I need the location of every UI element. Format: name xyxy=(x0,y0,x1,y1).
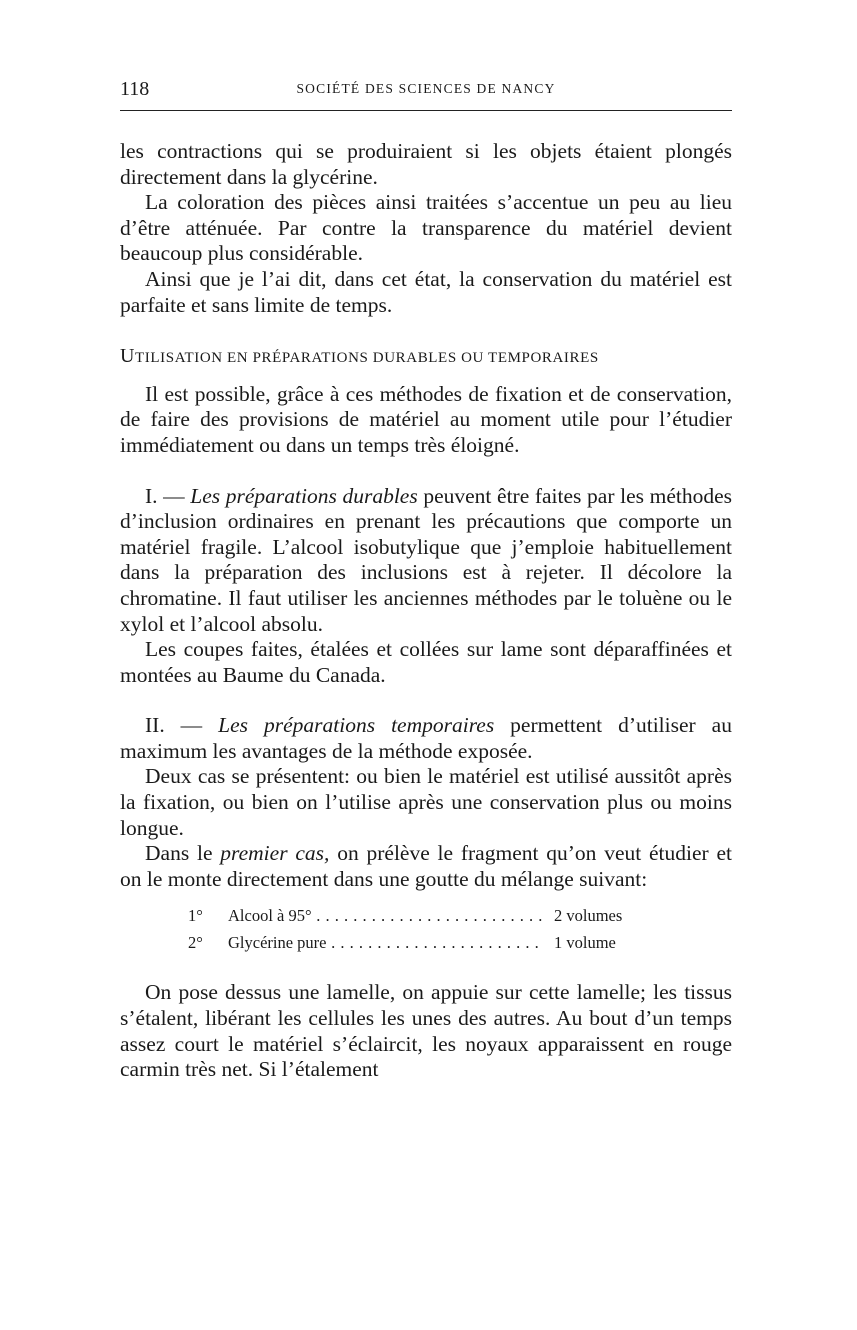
header-rule xyxy=(120,110,732,111)
part-1-paragraph-2: Les coupes faites, étalées et collées sur lame sont déparaffinées et montées au Baume du Canada. xyxy=(120,637,732,687)
part-2-heading: Les préparations temporaires xyxy=(218,713,495,738)
section-intro: Il est possible, grâce à ces méthodes de fixation et de conservation, de faire des provisions de matériel au moment utile pour l’étudier immédiatement ou dans un temps très éloigné. xyxy=(120,381,732,457)
page-number: 118 xyxy=(120,78,150,100)
part-1-heading: Les préparations durables xyxy=(190,483,418,508)
page xyxy=(120,78,732,1083)
part-2-text: permettent d’utiliser au maximum les avantages de la méthode exposée. xyxy=(120,713,732,763)
part-1-numeral: I. — xyxy=(145,483,191,508)
section-heading-rest: TILISATION EN PRÉPARATIONS DURABLES OU TEMPORAIRES xyxy=(135,350,599,367)
closing-paragraph: On pose dessus une lamelle, on appuie sur cette lamelle; les tissus s’étalent, libérant les cellules les unes des autres. Au bout d’un temps assez court le matériel s’éclaircit, les noyaux apparaissent en rouge carmin très net. Si l’étalement xyxy=(120,980,732,1082)
journal-title: SOCIÉTÉ DES SCIENCES DE NANCY xyxy=(296,81,556,96)
body-text xyxy=(120,139,732,1083)
formula-ingredient: Alcool à 95° . . . xyxy=(228,902,543,929)
part-2-paragraph-2: Deux cas se présentent: ou bien le matériel est utilisé aussitôt après la fixation, ou bien on l’utilise après une conservation plus ou moins longue. xyxy=(120,764,732,840)
paragraph-coloration: La coloration des pièces ainsi traitées s’accentue un peu au lieu d’être atténuée. Par contre la transparence du matériel devient beaucoup plus considérable. xyxy=(120,190,732,266)
formula-ingredient: Glycérine pure . . . xyxy=(228,929,543,956)
part-2-text3-start: Dans le xyxy=(145,841,221,866)
formula-quantity: 2 volumes xyxy=(554,906,623,926)
running-head xyxy=(120,78,732,104)
formula-number: 1° xyxy=(188,906,203,926)
paragraph-continuation: les contractions qui se produiraient si les objets étaient plongés directement dans la glycérine. xyxy=(120,139,732,189)
part-2-text3-end: on prélève le fragment qu’on veut étudier et on le monte directement dans une goutte du mélange suivant: xyxy=(120,841,733,891)
formula-number: 2° xyxy=(188,933,203,953)
formula-table xyxy=(120,902,732,956)
part-2-text3-em: premier cas, xyxy=(220,841,330,866)
section-heading-initial: U xyxy=(120,345,136,368)
part-2-paragraph xyxy=(120,713,732,764)
formula-row xyxy=(120,902,732,929)
part-2-paragraph-3 xyxy=(120,841,732,892)
part-2-numeral: II. — xyxy=(145,713,219,738)
formula-quantity: 1 volume xyxy=(554,933,616,953)
part-1-paragraph xyxy=(120,484,732,638)
part-1-text: peuvent être faites par les méthodes d’inclusion ordinaires en prenant les précautions que comporte un matériel fragile. L’alcool isobutylique que j’emploie habituellement dans la préparation des inclusions est à rejeter. Il décolore la chromatine. Il faut utiliser les anciennes méthodes par le toluène ou le xylol et l’alcool absolu. xyxy=(120,483,732,636)
section-heading xyxy=(120,344,732,372)
formula-row xyxy=(120,929,732,956)
paragraph-conservation: Ainsi que je l’ai dit, dans cet état, la conservation du matériel est parfaite et sans limite de temps. xyxy=(120,266,732,317)
